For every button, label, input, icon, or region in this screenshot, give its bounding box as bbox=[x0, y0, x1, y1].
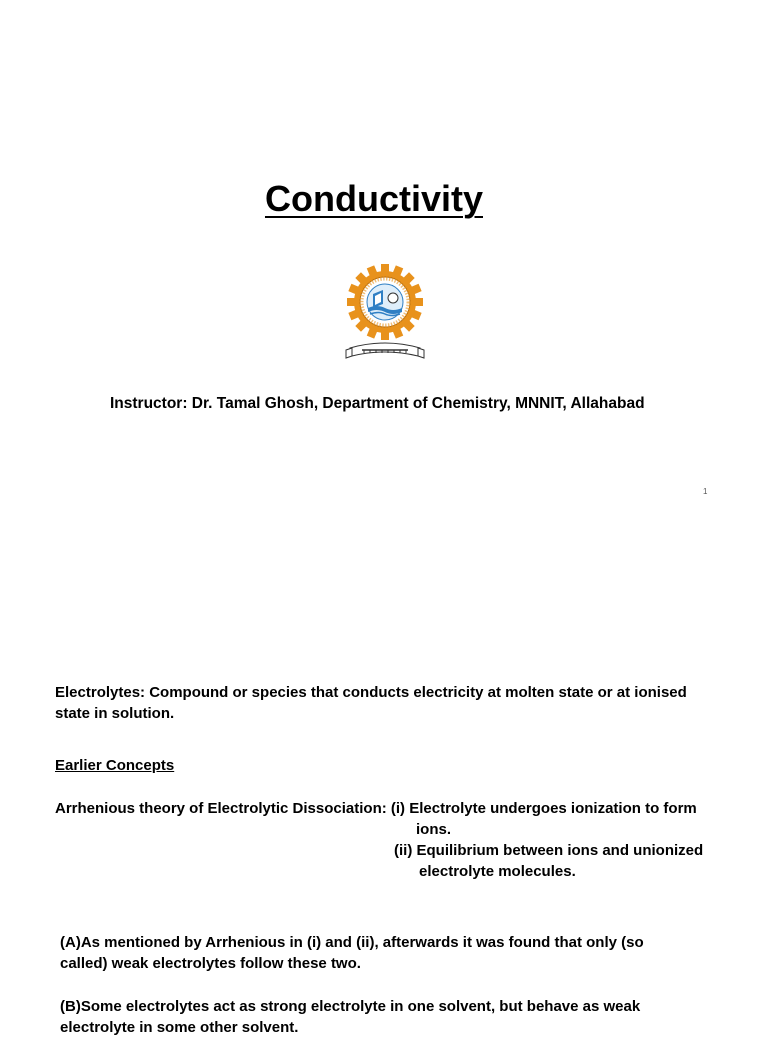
electrolytes-definition-line1: Electrolytes: Compound or species that conducts electricity at molten state or at ionised bbox=[55, 684, 687, 701]
point-b-line2: electrolyte in some other solvent. bbox=[60, 1019, 299, 1036]
arrhenius-line4: electrolyte molecules. bbox=[419, 863, 576, 880]
instructor-line: Instructor: Dr. Tamal Ghosh, Department of Chemistry, MNNIT, Allahabad bbox=[110, 395, 645, 412]
point-b-line1: (B)Some electrolytes act as strong electrolyte in one solvent, but behave as weak bbox=[60, 998, 641, 1015]
slide-number: 1 bbox=[703, 487, 708, 496]
arrhenius-line1: Arrhenious theory of Electrolytic Dissociation: (i) Electrolyte undergoes ionization to form bbox=[55, 800, 697, 817]
earlier-concepts-heading: Earlier Concepts bbox=[55, 757, 175, 774]
mnnit-logo-icon bbox=[344, 262, 426, 366]
arrhenius-line3: (ii) Equilibrium between ions and unionized bbox=[394, 842, 704, 859]
content-slide bbox=[0, 590, 768, 1036]
arrhenius-line2: ions. bbox=[416, 821, 452, 838]
electrolytes-definition-line2: state in solution. bbox=[55, 705, 175, 722]
point-a-line1: (A)As mentioned by Arrhenious in (i) and (ii), afterwards it was found that only (so bbox=[60, 934, 644, 951]
slide-title: Conductivity bbox=[264, 178, 483, 219]
point-a-line2: called) weak electrolytes follow these two. bbox=[60, 955, 361, 972]
